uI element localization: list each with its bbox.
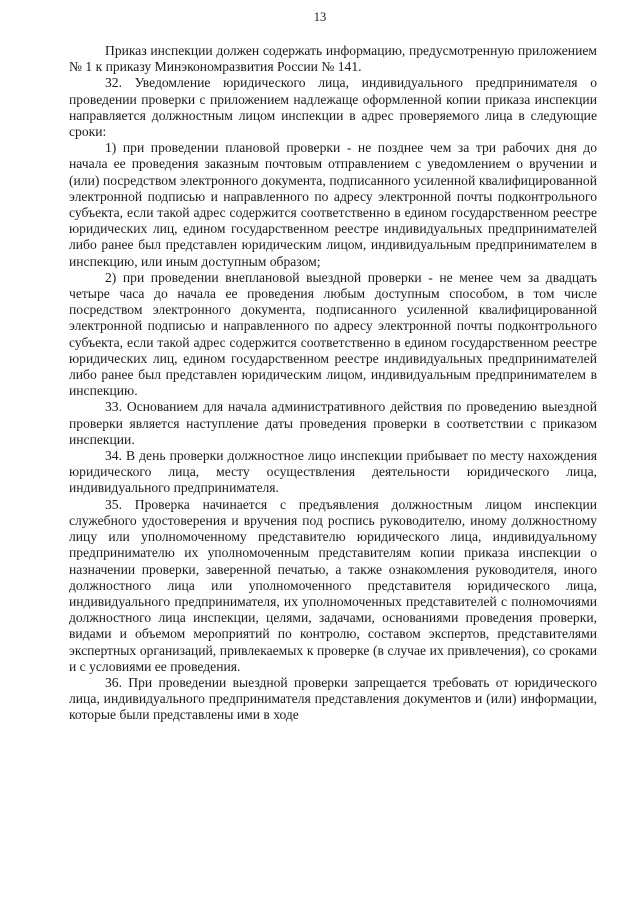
paragraph-33: 33. Основанием для начала административного действия по проведению выездной проверки является наступление даты проведения проверки в соответствии с приказом инспекции. [69, 399, 597, 447]
page-number: 13 [313, 10, 327, 24]
paragraph-35: 35. Проверка начинается с предъявления должностным лицом инспекции служебного удостоверения и вручения под роспись руководителю, иному должностному лицу или уполномоченному представителю юридического лица, индивидуальному предпринимателю их уполномоченным представителям копии приказа инспекции о назначении проверки, заверенной печатью, а также ознакомления руководителя, иного должностного лица или уполномоченного представителя юридического лица, индивидуального предпринимателя, их уполномоченных представителей с полномочиями должностного лица инспекции, целями, задачами, основаниями проведения проверки, видами и объемом мероприятий по контролю, составом экспертов, представителями экспертных организаций, привлекаемых к проверке (в случае их привлечения), со сроками и с условиями ее проведения. [69, 496, 597, 674]
paragraph-32-item-2: 2) при проведении внеплановой выездной проверки - не менее чем за двадцать четыре часа до начала ее проведения любым доступным способом, в том числе посредством электронного документа, подписанного усиленной квалифицированной электронной подписью и направленного по адресу электронной почты подконтрольного субъекта, если такой адрес содержится соответственно в едином государственном реестре юридических лиц, едином государственном реестре индивидуальных предпринимателей либо ранее был представлен юридическим лицом, индивидуальным предпринимателем в инспекцию. [69, 269, 597, 399]
paragraph-32: 32. Уведомление юридического лица, индивидуального предпринимателя о проведении проверки с приложением надлежаще оформленной копии приказа инспекции направляется должностным лицом инспекции в адрес проверяемого лица в следующие сроки: [69, 75, 597, 140]
document-body [69, 43, 597, 724]
paragraph-order-contents: Приказ инспекции должен содержать информацию, предусмотренную приложением № 1 к приказу Минэкономразвития России № 141. [69, 43, 597, 75]
paragraph-32-item-1: 1) при проведении плановой проверки - не позднее чем за три рабочих дня до начала ее проведения заказным почтовым отправлением с уведомлением о вручении и (или) посредством электронного документа, подписанного усиленной квалифицированной электронной подписью и направленного по адресу электронной почты подконтрольного субъекта, если такой адрес содержится соответственно в едином государственном реестре юридических лиц, едином государственном реестре индивидуальных предпринимателей либо ранее был представлен юридическим лицом, индивидуальным предпринимателем в инспекцию, или иным доступным образом; [69, 140, 597, 269]
paragraph-36: 36. При проведении выездной проверки запрещается требовать от юридического лица, индивидуального предпринимателя представления документов и (или) информации, которые были представлены ими в ходе [69, 674, 597, 723]
paragraph-34: 34. В день проверки должностное лицо инспекции прибывает по месту нахождения юридического лица, месту осуществления деятельности юридического лица, индивидуального предпринимателя. [69, 448, 597, 496]
